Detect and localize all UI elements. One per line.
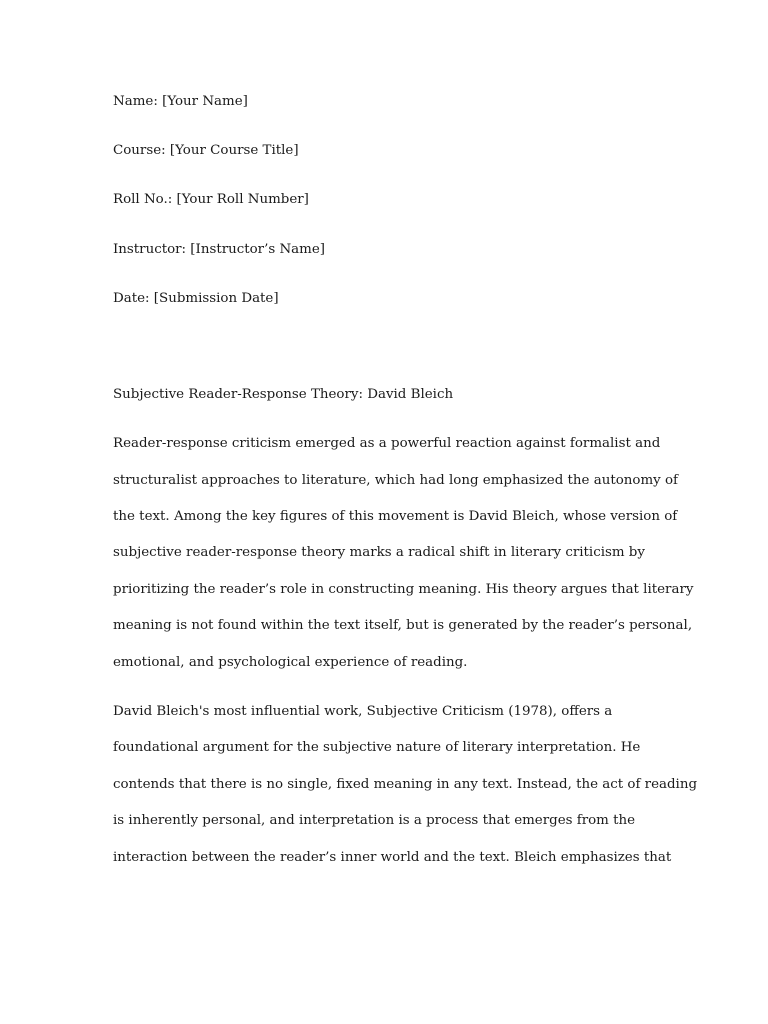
paragraph-line: subjective reader-response theory marks a radical shift in literary criticism by	[113, 545, 645, 561]
submission-date: Date: [Submission Date]	[113, 290, 279, 306]
paragraph-line: the text. Among the key figures of this movement is David Bleich, whose version of	[113, 508, 678, 524]
paragraph-line: prioritizing the reader’s role in constructing meaning. His theory argues that literary	[113, 581, 694, 597]
instructor-name: Instructor: [Instructor’s Name]	[113, 241, 325, 257]
course-title: Course: [Your Course Title]	[113, 143, 299, 159]
paragraph-1	[113, 426, 694, 681]
document-page	[113, 90, 698, 876]
paragraph-2	[113, 694, 698, 876]
paragraph-line: foundational argument for the subjective nature of literary interpretation. He	[113, 740, 641, 756]
paragraph-line: emotional, and psychological experience of reading.	[113, 654, 468, 670]
paragraph-line: interaction between the reader’s inner world and the text. Bleich emphasizes that	[113, 849, 672, 865]
student-name: Name: [Your Name]	[113, 94, 248, 109]
paragraph-line: Reader-response criticism emerged as a powerful reaction against formalist and	[113, 436, 661, 452]
roll-number: Roll No.: [Your Roll Number]	[113, 192, 309, 208]
paragraph-line: structuralist approaches to literature, which had long emphasized the autonomy of	[113, 472, 678, 488]
document-title: Subjective Reader-Response Theory: David Bleich	[113, 387, 454, 403]
paragraph-line: contends that there is no single, fixed meaning in any text. Instead, the act of reading	[113, 776, 698, 792]
paragraph-line: David Bleich's most influential work, Subjective Criticism (1978), offers a	[113, 703, 613, 719]
paragraph-line: is inherently personal, and interpretation is a process that emerges from the	[113, 813, 636, 829]
paragraph-line: meaning is not found within the text itself, but is generated by the reader’s personal,	[113, 618, 693, 634]
